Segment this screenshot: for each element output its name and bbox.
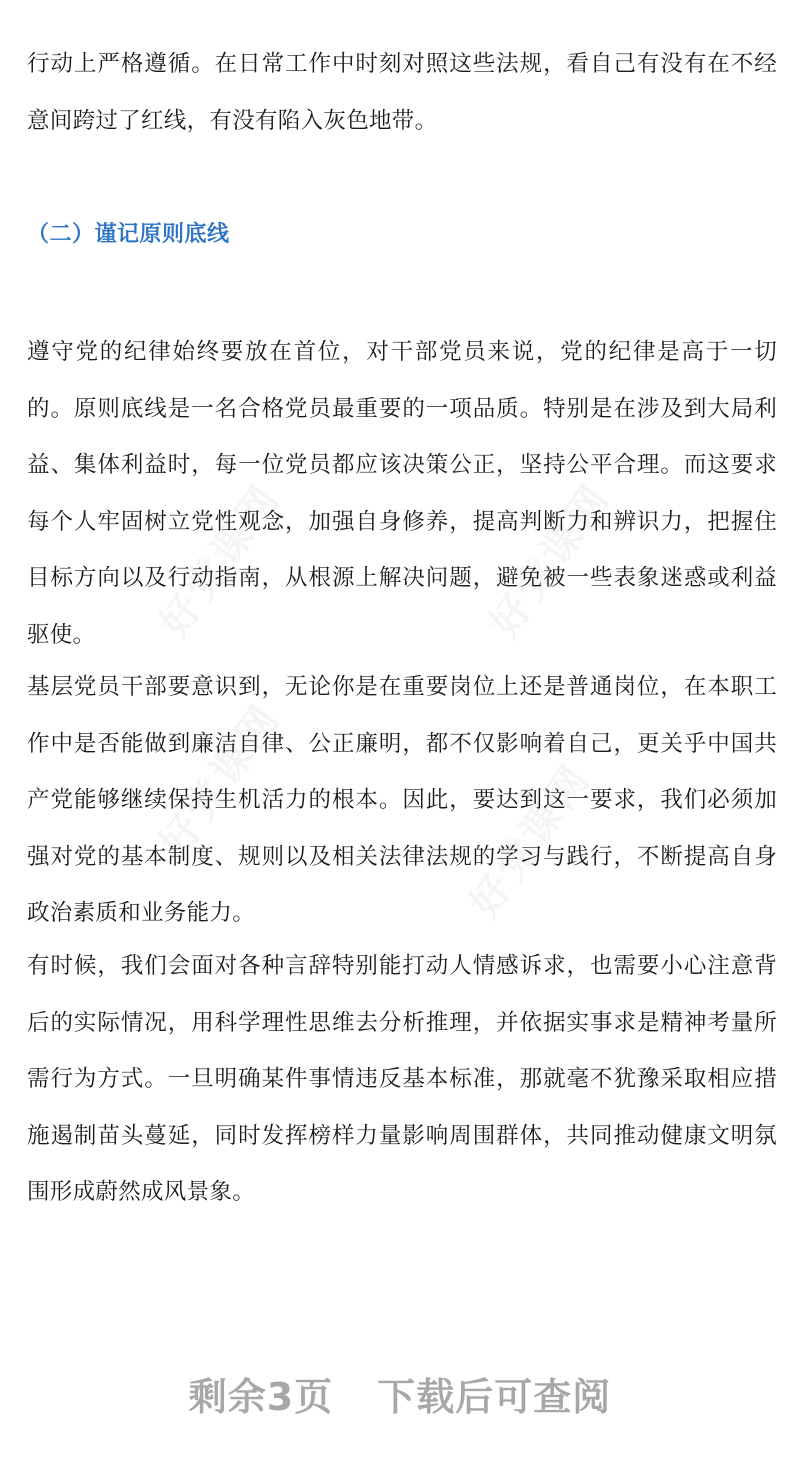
body-paragraph-2: 基层党员干部要意识到，无论你是在重要岗位上还是普通岗位，在本职工作中是否能做到廉洁自律、公正廉明，都不仅影响着自己，更关乎中国共产党能够继续保持生机活力的根本。因此，要达到这一要求，我们必须加强对党的基本制度、规则以及相关法律法规的学习与践行，不断提高自身政治素质和业务能力。 — [27, 674, 777, 926]
remaining-pages-label[interactable]: 剩余3页 — [188, 1375, 334, 1419]
download-prompt-banner[interactable] — [0, 1366, 800, 1421]
intro-paragraph: 行动上严格遵循。在日常工作中时刻对照这些法规，看自己有没有在不经意间跨过了红线，有没有陷入灰色地带。 — [27, 51, 777, 134]
section-heading: （二）谨记原则底线 — [27, 222, 230, 247]
body-paragraph-3: 有时候，我们会面对各种言辞特别能打动人情感诉求，也需要小心注意背后的实际情况，用科学理性思维去分析推理，并依据实事求是精神考量所需行为方式。一旦明确某件事情违反基本标准，那就毫不犹豫采取相应措施遏制苗头蔓延，同时发挥榜样力量影响周围群体，共同推动健康文明氛围形成蔚然成风景象。 — [27, 953, 777, 1205]
body-paragraph-1: 遵守党的纪律始终要放在首位，对干部党员来说，党的纪律是高于一切的。原则底线是一名合格党员最重要的一项品质。特别是在涉及到大局利益、集体利益时，每一位党员都应该决策公正，坚持公平合理。而这要求每个人牢固树立党性观念，加强自身修养，提高判断力和辨识力，把握住目标方向以及行动指南，从根源上解决问题，避免被一些表象迷惑或利益驱使。 — [27, 339, 777, 648]
download-to-view-label[interactable]: 下载后可查阅 — [377, 1375, 612, 1419]
